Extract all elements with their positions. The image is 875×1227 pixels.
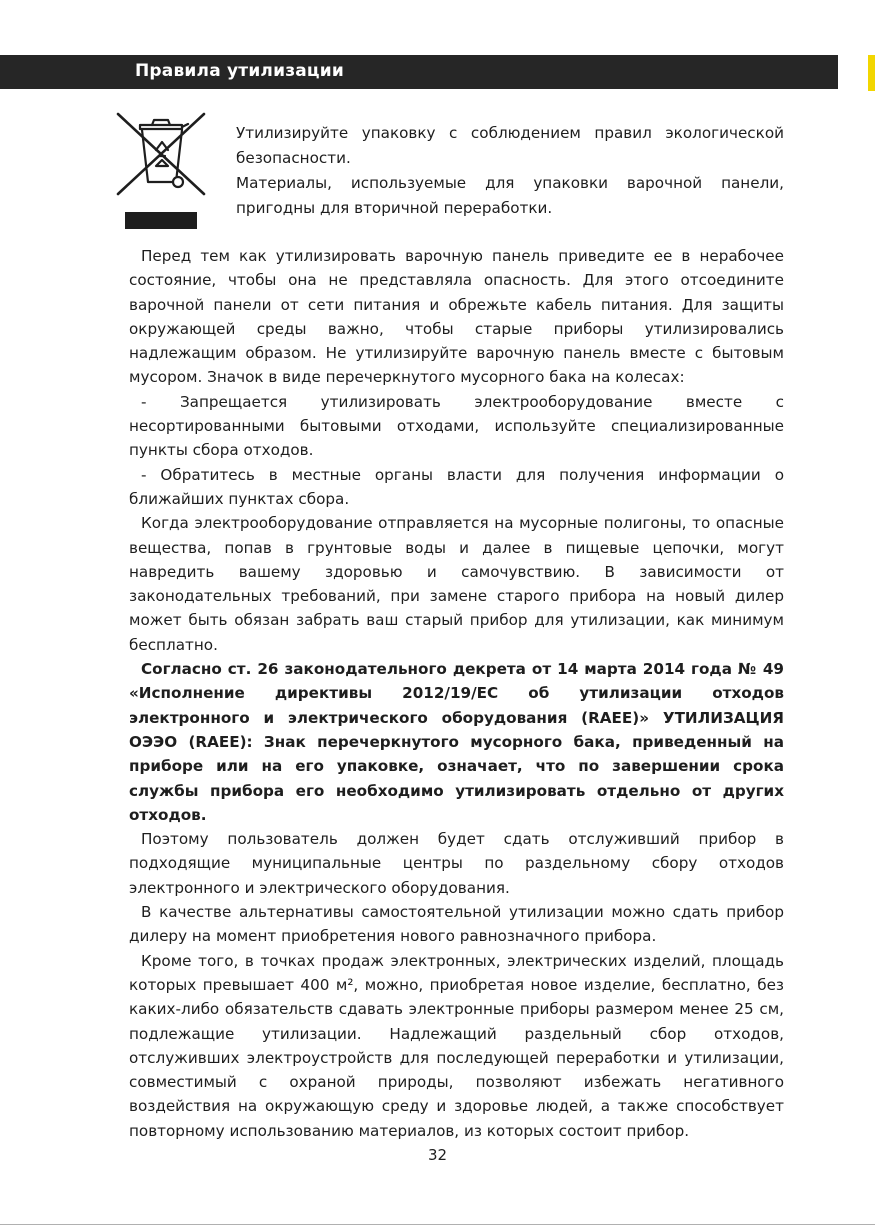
body-paragraph: Поэтому пользователь должен будет сдать отслуживший прибор в подходящие муниципальные центры по раздельному сбору отходов электронного и электрического оборудования. (129, 830, 784, 897)
section-title: Правила утилизации (135, 61, 344, 81)
body-paragraph: Кроме того, в точках продаж электронных, электрических изделий, площадь которых превышает 400 м², можно, приобретая новое изделие, бесплатно, без каких-либо обязательств сдавать электронные приборы размером менее 25 см, подлежащие утилизации. Надлежащий раздельный сбор отходов, отслуживших электроустройств для последующей переработки и утилизации, совместимый с охраной природы, позволяют избежать негативного воздействия на окружающую среду и здоровье людей, а также способствует повторному использованию материалов, из которых состоит прибор. (129, 951, 784, 1140)
body-list-item: - Запрещается утилизировать электрооборудование вместе с несортированными бытовыми отходами, используйте специализированные пункты сбора отходов. (129, 392, 784, 460)
page-number: 32 (427, 1146, 448, 1164)
crossed-out-wheelie-bin-icon (112, 108, 210, 230)
intro-paragraph: Утилизируйте упаковку с соблюдением правил экологической безопасности. (236, 124, 784, 167)
body-text (129, 244, 784, 1143)
body-list-item: - Обратитесь в местные органы власти для получения информации о ближайших пунктах сбора. (129, 465, 784, 508)
intro-text (236, 121, 784, 221)
page-bottom-rule (0, 1224, 875, 1225)
side-tab-marker (868, 55, 875, 91)
body-paragraph: Перед тем как утилизировать варочную панель приведите ее в нерабочее состояние, чтобы она не представляла опасность. Для этого отсоедините варочной панели от сети питания и обрежьте кабель питания. Для защиты окружающей среды важно, чтобы старые приборы утилизировались надлежащим образом. Не утилизируйте варочную панель вместе с бытовым мусором. Значок в виде перечеркнутого мусорного бака на колесах: (129, 247, 784, 387)
body-paragraph: Когда электрооборудование отправляется на мусорные полигоны, то опасные вещества, попав в грунтовые воды и далее в пищевые цепочки, могут навредить вашему здоровью и самочувствию. В зависимости от законодательных требований, при замене старого прибора на новый дилер может быть обязан забрать ваш старый прибор для утилизации, как минимум бесплатно. (129, 514, 784, 654)
intro-paragraph: Материалы, используемые для упаковки варочной панели, пригодны для вторичной переработки. (236, 174, 784, 217)
body-paragraph: В качестве альтернативы самостоятельной утилизации можно сдать прибор дилеру на момент приобретения нового равнозначного прибора. (129, 903, 784, 946)
legal-notice-paragraph: Согласно ст. 26 законодательного декрета от 14 марта 2014 года № 49 «Исполнение директивы 2012/19/ЕС об утилизации отходов электронного и электрического оборудования (RAEE)» УТИЛИЗАЦИЯ ОЭЭО (RAEE): Знак перечеркнутого мусорного бака, приведенный на приборе или на его упаковке, означает, что по завершении срока службы прибора его необходимо утилизировать отдельно от других отходов. (129, 660, 784, 824)
section-header-bar (0, 55, 838, 89)
